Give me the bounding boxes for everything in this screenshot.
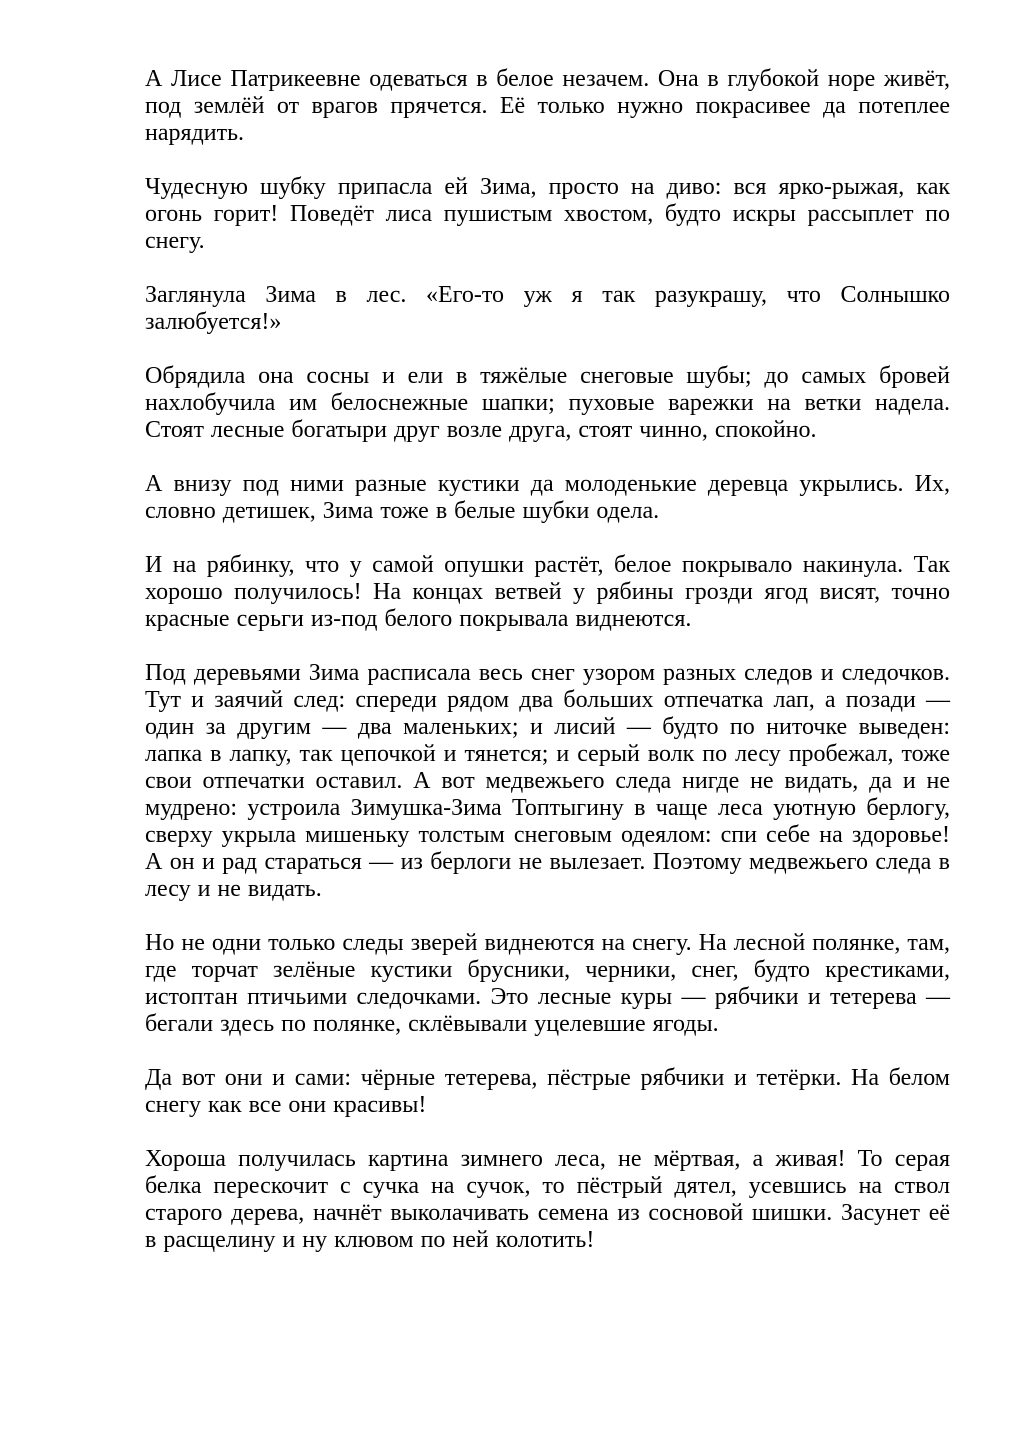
paragraph: Хороша получилась картина зимнего леса, не мёртвая, а живая! То серая белка перескочит с сучка на сучок, то пёстрый дятел, усевшись на ствол старого дерева, начнёт выколачивать семена из сосновой шишки. Засунет её в расщелину и ну клювом по ней колотить! [145,1146,950,1253]
paragraph: Заглянула Зима в лес. «Его-то уж я так разукрашу, что Солнышко залюбуется!» [145,282,950,335]
paragraph: А Лисе Патрикеевне одеваться в белое незачем. Она в глубокой норе живёт, под землёй от врагов прячется. Её только нужно покрасивее да потеплее нарядить. [145,66,950,146]
paragraph: Под деревьями Зима расписала весь снег узором разных следов и следочков. Тут и заячий след: спереди рядом два больших отпечатка лап, а позади — один за другим — два маленьких; и лисий — будто по ниточке выведен: лапка в лапку, так цепочкой и тянется; и серый волк по лесу пробежал, тоже свои отпечатки оставил. А вот медвежьего следа нигде не видать, да и не мудрено: устроила Зимушка-Зима Топтыгину в чаще леса уютную берлогу, сверху укрыла мишеньку толстым снеговым одеялом: спи себе на здоровье! А он и рад стараться — из берлоги не вылезает. Поэтому медвежьего следа в лесу и не видать. [145,660,950,902]
paragraph: Да вот они и сами: чёрные тетерева, пёстрые рябчики и тетёрки. На белом снегу как все они красивы! [145,1065,950,1118]
paragraph: Обрядила она сосны и ели в тяжёлые снеговые шубы; до самых бровей нахлобучила им белоснежные шапки; пуховые варежки на ветки надела. Стоят лесные богатыри друг возле друга, стоят чинно, спокойно. [145,363,950,443]
paragraph: А внизу под ними разные кустики да молоденькие деревца укрылись. Их, словно детишек, Зима тоже в белые шубки одела. [145,471,950,524]
paragraph: И на рябинку, что у самой опушки растёт, белое покрывало накинула. Так хорошо получилось! На концах ветвей у рябины грозди ягод висят, точно красные серьги из-под белого покрывала виднеются. [145,552,950,632]
paragraph: Но не одни только следы зверей виднеются на снегу. На лесной полянке, там, где торчат зелёные кустики брусники, черники, снег, будто крестиками, истоптан птичьими следочками. Это лесные куры — рябчики и тетерева — бегали здесь по полянке, склёвывали уцелевшие ягоды. [145,930,950,1037]
paragraph: Чудесную шубку припасла ей Зима, просто на диво: вся ярко-рыжая, как огонь горит! Поведёт лиса пушистым хвостом, будто искры рассыплет по снегу. [145,174,950,254]
